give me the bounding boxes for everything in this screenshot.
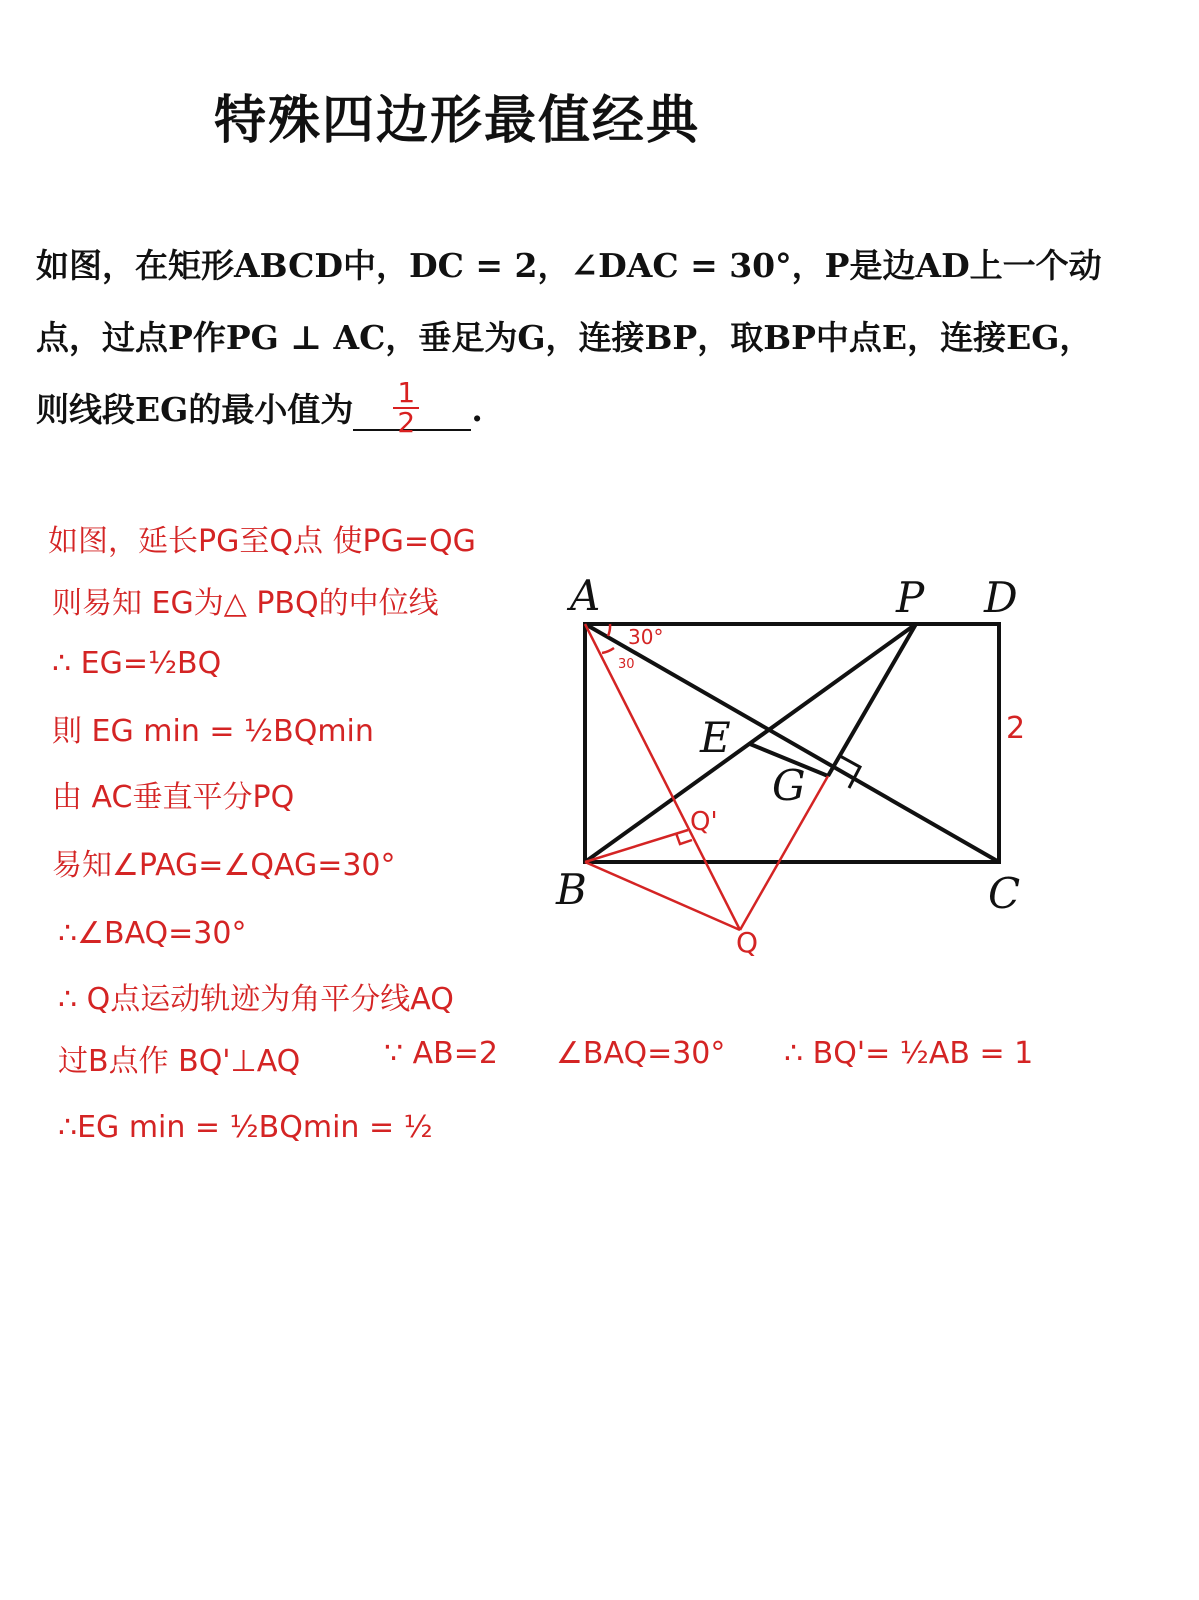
problem-line-3-period: . xyxy=(471,390,483,429)
solution-step-2: 则易知 EG为△ PBQ的中位线 xyxy=(52,586,439,621)
label-p: P xyxy=(896,573,925,622)
diagonal-ac xyxy=(585,624,999,862)
solution-step-5: 由 AC垂直平分PQ xyxy=(52,780,295,815)
solution-step-3: ∴ EG=½BQ xyxy=(52,646,222,681)
solution-step-1: 如图，延长PG至Q点 使PG=QG xyxy=(48,524,476,559)
answer-fraction xyxy=(393,376,419,439)
solution-step-8: ∴ Q点运动轨迹为角平分线AQ xyxy=(58,982,454,1017)
solution-step-7: ∴∠BAQ=30° xyxy=(58,916,247,951)
solution-step-10: ∴EG min = ½BQmin = ½ xyxy=(58,1110,433,1145)
problem-line-3-text: 则线段EG的最小值为 xyxy=(36,390,354,429)
solution-step-4: 則 EG min = ½BQmin xyxy=(52,714,374,749)
label-q: Q xyxy=(736,926,759,959)
page-title: 特殊四边形最值经典 xyxy=(214,90,701,151)
problem-line-2: 点，过点P作PG ⊥ AC，垂足为G，连接BP，取BP中点E，连接EG， xyxy=(36,318,1093,357)
label-b: B xyxy=(556,865,587,914)
label-c: C xyxy=(988,869,1021,918)
angle-arc-2 xyxy=(602,648,614,653)
answer-denominator: 2 xyxy=(397,406,416,439)
solution-step-9a: 过B点作 BQ'⊥AQ xyxy=(58,1044,301,1079)
label-e: E xyxy=(700,713,731,762)
label-q-prime: Q' xyxy=(690,807,718,837)
label-a: A xyxy=(570,571,601,620)
segment-bq xyxy=(585,862,740,930)
segment-bq-prime xyxy=(585,830,688,862)
solution-step-9b: ∵ AB=2 xyxy=(384,1036,498,1071)
answer-numerator: 1 xyxy=(393,379,419,409)
solution-step-9c: ∠BAQ=30° xyxy=(556,1036,726,1071)
label-side-dc: 2 xyxy=(1006,711,1026,746)
label-g: G xyxy=(772,761,806,810)
solution-step-9d: ∴ BQ'= ½AB = 1 xyxy=(784,1036,1034,1071)
solution-step-6: 易知∠PAG=∠QAG=30° xyxy=(52,848,396,883)
geometry-figure xyxy=(540,560,1060,970)
label-angle-30: 30° xyxy=(628,625,664,649)
label-angle-30-small: 30 xyxy=(618,657,635,672)
problem-line-3 xyxy=(36,376,1166,439)
answer-blank xyxy=(353,376,471,439)
label-d: D xyxy=(984,573,1018,622)
problem-line-1: 如图，在矩形ABCD中，DC = 2，∠DAC = 30°，P是边AD上一个动 xyxy=(36,246,1102,285)
segment-pg xyxy=(828,624,916,776)
